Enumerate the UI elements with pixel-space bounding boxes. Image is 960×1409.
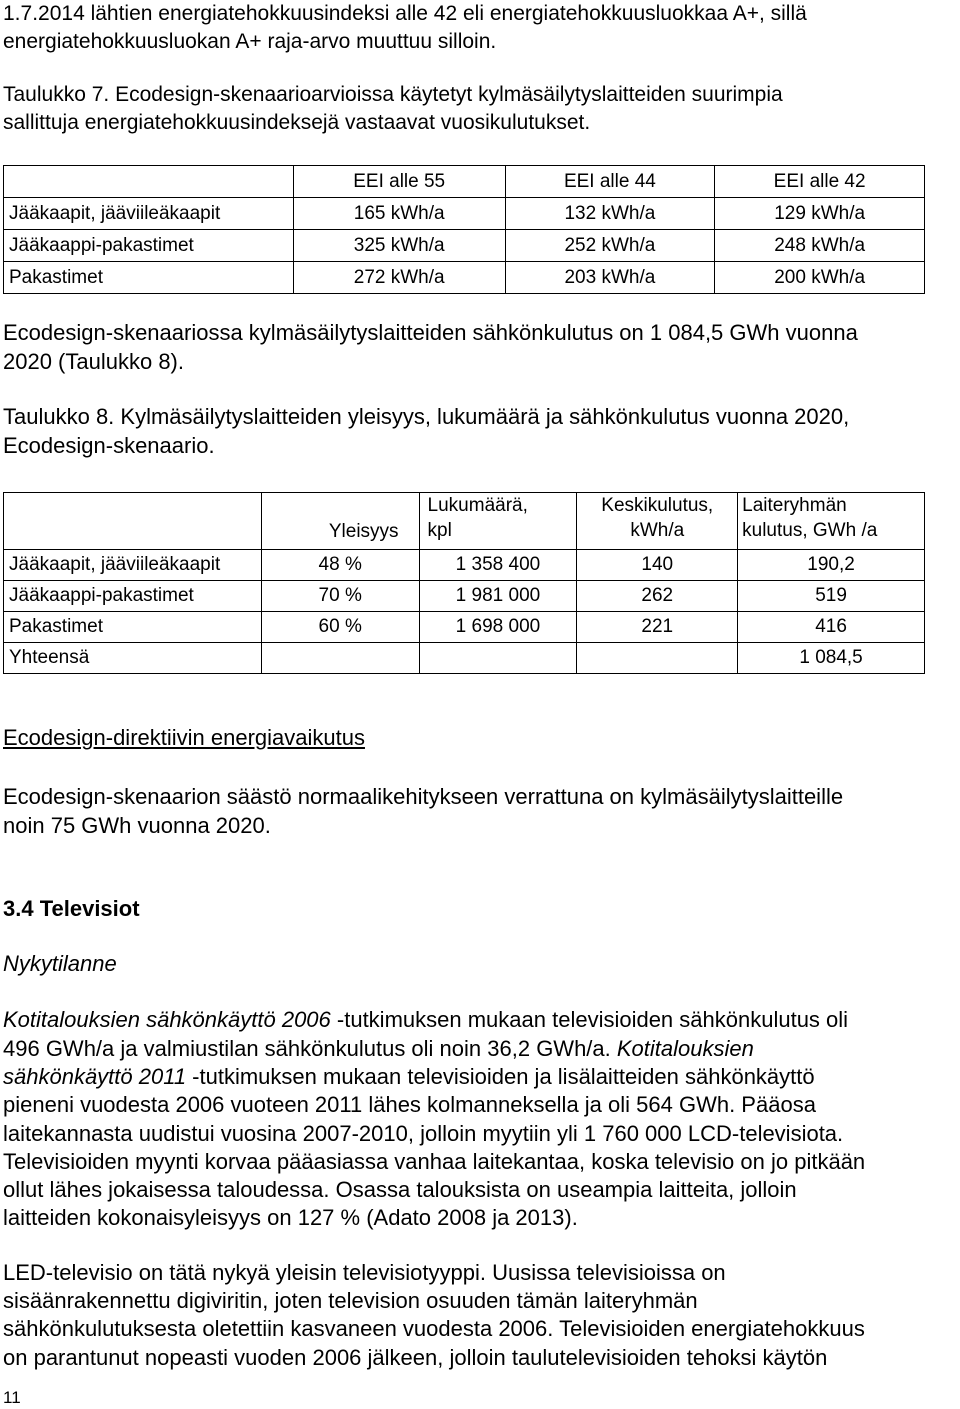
table-header-row bbox=[4, 166, 925, 198]
paragraph-line: 2020 (Taulukko 8). bbox=[3, 349, 184, 374]
table8 bbox=[3, 492, 925, 674]
table-cell: Jääkaapit, jääviileäkaapit bbox=[4, 550, 262, 581]
table-cell: 200 kWh/a bbox=[715, 262, 925, 294]
table-header-row bbox=[4, 493, 925, 550]
paragraph-line bbox=[3, 1066, 815, 1088]
table-cell: 1 358 400 bbox=[419, 550, 577, 581]
table-header-cell: Yleisyys bbox=[261, 493, 419, 550]
table-cell: 70 % bbox=[261, 581, 419, 612]
table-cell: Jääkaappi-pakastimet bbox=[4, 230, 294, 262]
table-cell: 190,2 bbox=[738, 550, 925, 581]
table-cell: 325 kWh/a bbox=[293, 230, 505, 262]
heading: 3.4 Televisiot bbox=[3, 896, 140, 921]
table-cell bbox=[419, 643, 577, 674]
header-line: kWh/a bbox=[630, 520, 685, 541]
table-cell bbox=[261, 643, 419, 674]
table-cell: 252 kWh/a bbox=[505, 230, 715, 262]
table-row bbox=[4, 230, 925, 262]
table-cell: 262 bbox=[577, 581, 738, 612]
table-cell: 1 981 000 bbox=[419, 581, 577, 612]
table-header-cell bbox=[419, 493, 577, 550]
table-cell: 519 bbox=[738, 581, 925, 612]
header-line: Laiteryhmän bbox=[742, 495, 847, 516]
table-cell: 132 kWh/a bbox=[505, 198, 715, 230]
table-row bbox=[4, 198, 925, 230]
table-header-cell bbox=[577, 493, 738, 550]
text-run: -tutkimuksen mukaan televisioiden ja lisälaitteiden sähkönkäyttö bbox=[186, 1064, 815, 1089]
table-header-cell: EEI alle 55 bbox=[293, 166, 505, 198]
paragraph-line: laitteiden kokonaisyleisyys on 127 % (Adato 2008 ja 2013). bbox=[3, 1205, 578, 1230]
table-cell: Yhteensä bbox=[4, 643, 262, 674]
section-title: Ecodesign-direktiivin energiavaikutus bbox=[3, 725, 365, 750]
cited-study: Kotitalouksien sähkönkäyttö 2006 bbox=[3, 1007, 331, 1032]
paragraph-line: sisäänrakennettu digiviritin, joten television osuuden tämän laiteryhmän bbox=[3, 1288, 698, 1313]
paragraph-line: noin 75 GWh vuonna 2020. bbox=[3, 813, 271, 838]
subheading: Nykytilanne bbox=[3, 951, 117, 976]
table-row bbox=[4, 262, 925, 294]
table-cell: 1 084,5 bbox=[738, 643, 925, 674]
intro-line: energiatehokkuusluokan A+ raja-arvo muuttuu silloin. bbox=[3, 30, 497, 53]
paragraph-line: Ecodesign-skenaariossa kylmäsäilytyslaitteiden sähkönkulutus on 1 084,5 GWh vuonna bbox=[3, 320, 858, 345]
table-header-cell: EEI alle 42 bbox=[715, 166, 925, 198]
table-cell: Jääkaappi-pakastimet bbox=[4, 581, 262, 612]
table7-caption: Taulukko 7. Ecodesign-skenaarioarvioissa käytetyt kylmäsäilytyslaitteiden suurimpia bbox=[3, 83, 783, 106]
header-line: Keskikulutus, bbox=[601, 495, 714, 516]
table-cell: 60 % bbox=[261, 612, 419, 643]
cited-study: Kotitalouksien bbox=[616, 1036, 754, 1061]
header-line: kulutus, GWh /a bbox=[742, 520, 878, 541]
table-cell: 1 698 000 bbox=[419, 612, 577, 643]
table8-caption: Taulukko 8. Kylmäsäilytyslaitteiden yleisyys, lukumäärä ja sähkönkulutus vuonna 2020, bbox=[3, 404, 850, 429]
table-cell: 203 kWh/a bbox=[505, 262, 715, 294]
paragraph-line bbox=[3, 1038, 754, 1060]
paragraph-line: pieneni vuodesta 2006 vuoteen 2011 lähes kolmanneksella ja oli 564 GWh. Pääosa bbox=[3, 1092, 816, 1117]
table-cell bbox=[4, 166, 294, 198]
table-cell: Pakastimet bbox=[4, 612, 262, 643]
table-cell: 165 kWh/a bbox=[293, 198, 505, 230]
table-cell: Jääkaapit, jääviileäkaapit bbox=[4, 198, 294, 230]
table-header-cell: EEI alle 44 bbox=[505, 166, 715, 198]
table-cell: 140 bbox=[577, 550, 738, 581]
table-cell: 129 kWh/a bbox=[715, 198, 925, 230]
paragraph-line: LED-televisio on tätä nykyä yleisin televisiotyyppi. Uusissa televisioissa on bbox=[3, 1260, 726, 1285]
table-total-row bbox=[4, 643, 925, 674]
table-row bbox=[4, 612, 925, 643]
table-cell bbox=[4, 493, 262, 550]
text-run: 496 GWh/a ja valmiustilan sähkönkulutus oli noin 36,2 GWh/a. bbox=[3, 1036, 617, 1061]
cited-study: sähkönkäyttö 2011 bbox=[3, 1064, 187, 1089]
table7 bbox=[3, 165, 925, 294]
paragraph-line: ollut lähes jokaisessa taloudessa. Osassa talouksista on useampia laitteita, jolloin bbox=[3, 1177, 797, 1202]
table-cell: 416 bbox=[738, 612, 925, 643]
paragraph-line: Televisioiden myynti korvaa pääasiassa vanhaa laitekantaa, koska televisio on jo pitkään bbox=[3, 1149, 866, 1174]
table-cell: 248 kWh/a bbox=[715, 230, 925, 262]
table-cell bbox=[577, 643, 738, 674]
table-cell: 221 bbox=[577, 612, 738, 643]
header-line: kpl bbox=[427, 520, 452, 541]
paragraph-line: sähkönkulutuksesta oletettiin kasvaneen vuodesta 2006. Televisioiden energiatehokkuus bbox=[3, 1316, 865, 1341]
text-run: -tutkimuksen mukaan televisioiden sähkönkulutus oli bbox=[330, 1007, 849, 1032]
header-line: Lukumäärä, bbox=[427, 495, 528, 516]
table-header-cell bbox=[738, 493, 925, 550]
table8-caption: Ecodesign-skenaario. bbox=[3, 433, 215, 458]
paragraph-line: on parantunut nopeasti vuoden 2006 jälkeen, jolloin taulutelevisioiden tehoksi käytön bbox=[3, 1345, 828, 1370]
table-row bbox=[4, 581, 925, 612]
paragraph-line: Ecodesign-skenaarion säästö normaalikehitykseen verrattuna on kylmäsäilytyslaitteille bbox=[3, 784, 844, 809]
intro-line: 1.7.2014 lähtien energiatehokkuusindeksi alle 42 eli energiatehokkuusluokkaa A+, sillä bbox=[3, 2, 807, 25]
table-cell: 48 % bbox=[261, 550, 419, 581]
paragraph-line: laitekannasta uudistui vuosina 2007-2010, jolloin myytiin yli 1 760 000 LCD-televisiota. bbox=[3, 1121, 844, 1146]
table-row bbox=[4, 550, 925, 581]
table-cell: 272 kWh/a bbox=[293, 262, 505, 294]
table-cell: Pakastimet bbox=[4, 262, 294, 294]
table7-caption: sallittuja energiatehokkuusindeksejä vastaavat vuosikulutukset. bbox=[3, 111, 591, 134]
paragraph-line bbox=[3, 1009, 848, 1031]
page-number: 11 bbox=[3, 1388, 21, 1407]
